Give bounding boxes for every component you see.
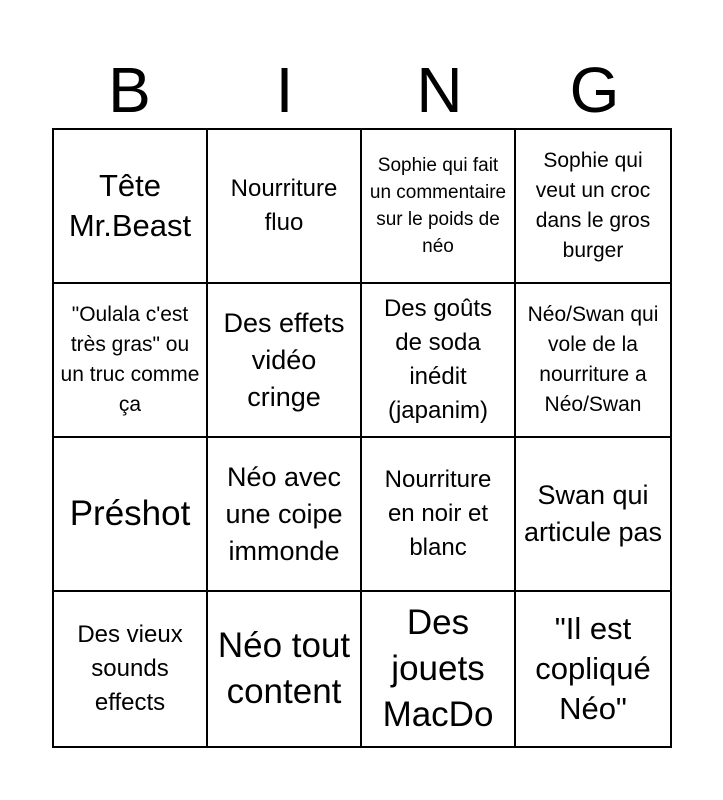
bingo-cell-r1c3[interactable]: Sophie qui fait un commentaire sur le poids de néo xyxy=(362,130,516,284)
bingo-cell-r2c1[interactable]: "Oulala c'est très gras" ou un truc comme ça xyxy=(54,284,208,438)
header-letter-n: N xyxy=(416,54,463,126)
bingo-cell-r4c1[interactable]: Des vieux sounds effects xyxy=(54,592,208,746)
bingo-grid xyxy=(52,128,672,748)
header-letter-b: B xyxy=(108,54,151,126)
bingo-cell-r3c1[interactable]: Préshot xyxy=(54,438,208,592)
bingo-header xyxy=(52,52,672,128)
bingo-cell-r3c3[interactable]: Nourriture en noir et blanc xyxy=(362,438,516,592)
bingo-cell-r3c4[interactable]: Swan qui articule pas xyxy=(516,438,670,592)
bingo-cell-r1c1[interactable]: Tête Mr.Beast xyxy=(54,130,208,284)
bingo-cell-r2c2[interactable]: Des effets vidéo cringe xyxy=(208,284,362,438)
bingo-cell-r4c2[interactable]: Néo tout content xyxy=(208,592,362,746)
header-letter-i: I xyxy=(275,54,294,126)
bingo-cell-r3c2[interactable]: Néo avec une coipe immonde xyxy=(208,438,362,592)
header-letter-g: G xyxy=(569,54,620,126)
bingo-cell-r2c3[interactable]: Des goûts de soda inédit (japanim) xyxy=(362,284,516,438)
bingo-cell-r1c2[interactable]: Nourriture fluo xyxy=(208,130,362,284)
bingo-cell-r4c4[interactable]: "Il est copliqué Néo" xyxy=(535,611,651,726)
bingo-cell-r4c3[interactable]: Des jouets MacDo xyxy=(362,592,516,746)
bingo-cell-r2c4[interactable]: Néo/Swan qui vole de la nourriture a Néo/Swan xyxy=(516,284,670,438)
bingo-cell-r1c4[interactable]: Sophie qui veut un croc dans le gros burger xyxy=(516,130,670,284)
